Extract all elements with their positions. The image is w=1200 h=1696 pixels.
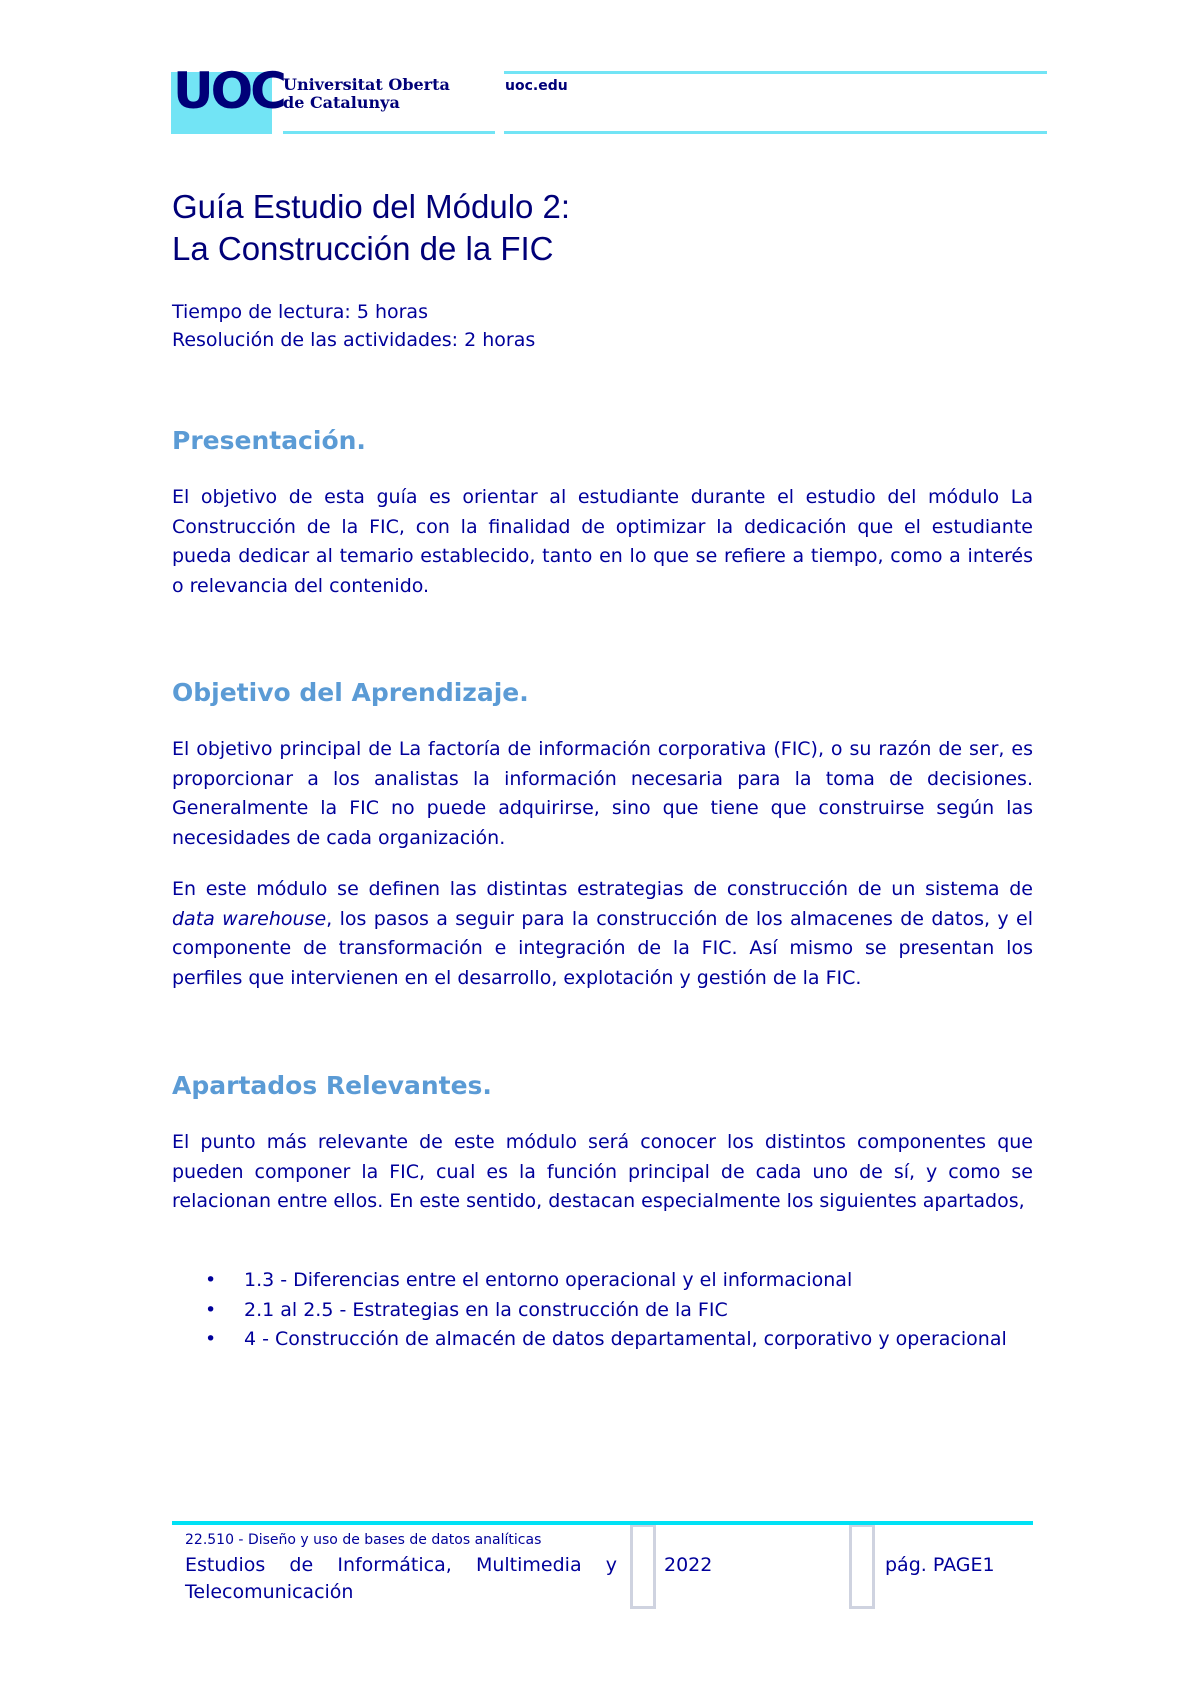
reading-meta xyxy=(172,298,535,354)
document-title-line1: Guía Estudio del Módulo 2: xyxy=(172,188,571,225)
paragraph-presentacion: El objetivo de esta guía es orientar al estudiante durante el estudio del módulo La Construcción de la FIC, con la finalidad de optimizar la dedicación que el estudiante pueda dedicar al temario establecido, tanto en lo que se refiere a tiempo, como a interés o relevancia del contenido. xyxy=(172,486,1033,597)
paragraph-objetivo-2-start: En este módulo se definen las distintas estrategias de construcción de un sistema de xyxy=(172,878,1033,900)
document-title-line2: La Construcción de la FIC xyxy=(172,230,554,267)
heading-apartados: Apartados Relevantes. xyxy=(172,1071,492,1100)
footer-studies: Estudios de Informática, Multimedia y Telecomunicación xyxy=(185,1554,617,1603)
logo-text: UOC xyxy=(173,62,284,120)
list-item-text: 1.3 - Diferencias entre el entorno operacional y el informacional xyxy=(244,1269,853,1291)
university-url[interactable]: uoc.edu xyxy=(505,78,568,94)
footer-year: 2022 xyxy=(664,1554,713,1576)
missing-glyph-icon xyxy=(849,1525,875,1609)
header-rule-bottom-right xyxy=(504,131,1047,134)
university-name-line2: de Catalunya xyxy=(283,93,400,112)
bullet-icon: • xyxy=(205,1328,217,1350)
paragraph-objetivo-2 xyxy=(172,875,1033,993)
list-item-text: 4 - Construcción de almacén de datos departamental, corporativo y operacional xyxy=(244,1328,1007,1350)
university-name xyxy=(283,76,450,112)
footer-page-number: pág. PAGE1 xyxy=(885,1554,995,1576)
paragraph-objetivo-2-italic: data warehouse xyxy=(172,907,327,930)
paragraph-objetivo-2-end: , los pasos a seguir para la construcción de los almacenes de datos, y el componente de transformación e integración de la FIC. Así mismo se presentan los perfiles que intervienen en el desarrollo, explotación y gestión de la FIC. xyxy=(172,907,1033,989)
bullet-icon: • xyxy=(205,1298,217,1321)
paragraph-apartados: El punto más relevante de este módulo será conocer los distintos componentes que pueden componer la FIC, cual es la función principal de cada uno de sí, y como se relacionan entre ellos. En este sentido, destacan especialmente los siguientes apartados, xyxy=(172,1131,1033,1212)
missing-glyph-icon xyxy=(630,1525,656,1609)
list-item xyxy=(172,1325,1007,1355)
reading-time: Tiempo de lectura: 5 horas xyxy=(172,301,428,323)
university-name-line1: Universitat Oberta xyxy=(283,75,450,94)
header-rule-bottom-left xyxy=(283,131,495,134)
activities-time: Resolución de las actividades: 2 horas xyxy=(172,329,536,351)
list-item xyxy=(172,1266,1007,1296)
heading-objetivo: Objetivo del Aprendizaje. xyxy=(172,678,529,707)
footer-course: 22.510 - Diseño y uso de bases de datos analíticas xyxy=(185,1532,542,1548)
relevant-sections-list xyxy=(172,1266,1007,1355)
paragraph-objetivo-1: El objetivo principal de La factoría de información corporativa (FIC), o su razón de ser, es proporcionar a los analistas la información necesaria para la toma de decisiones. Generalmente la FIC no puede adquirirse, sino que tiene que construirse según las necesidades de cada organización. xyxy=(172,738,1033,849)
list-item-text: 2.1 al 2.5 - Estrategias en la construcción de la FIC xyxy=(244,1298,728,1321)
footer-rule xyxy=(172,1521,1033,1525)
bullet-icon: • xyxy=(205,1269,217,1291)
heading-presentacion: Presentación. xyxy=(172,426,366,455)
document-title xyxy=(172,186,1052,270)
header-rule-top xyxy=(504,71,1047,74)
uoc-logo xyxy=(171,62,284,134)
list-item xyxy=(172,1296,1007,1326)
